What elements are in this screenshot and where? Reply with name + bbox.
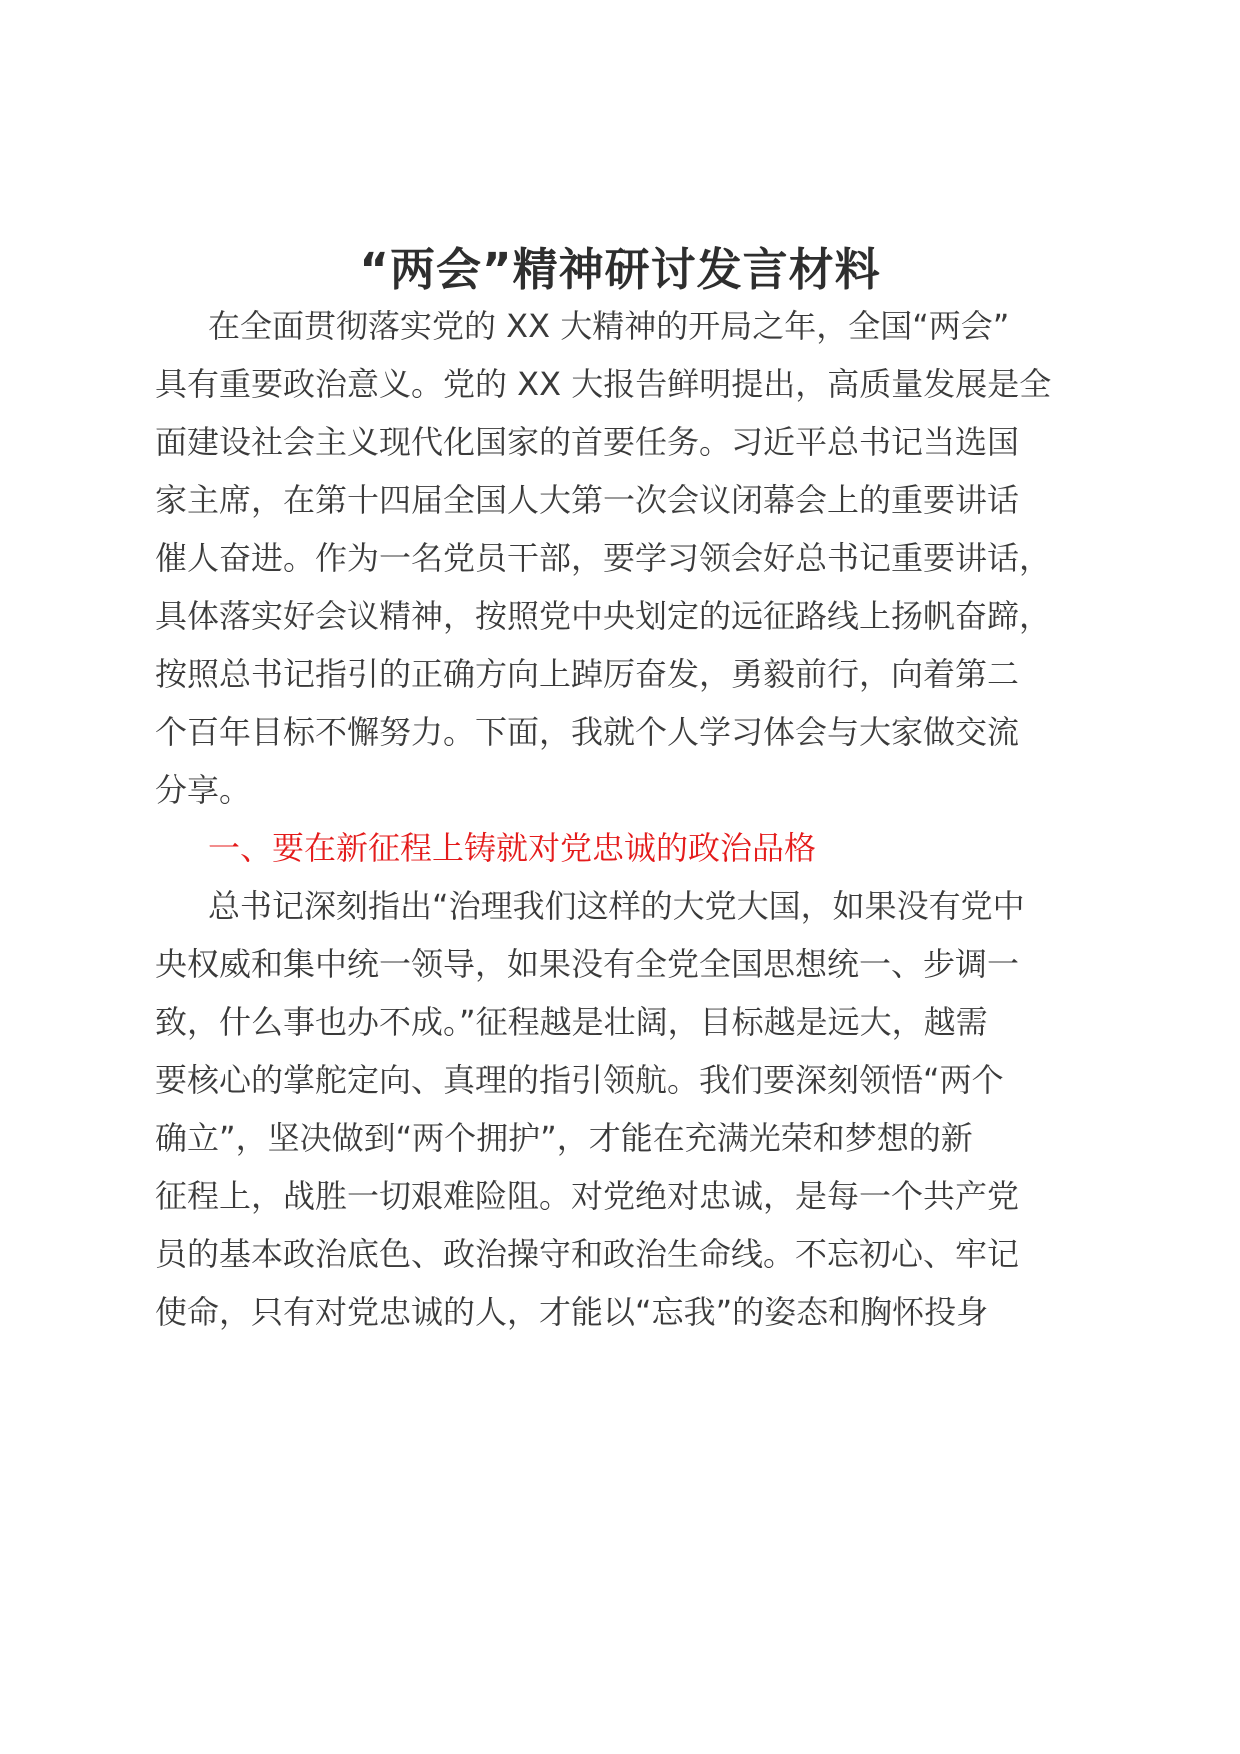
paragraph-line: 分享。 [155,771,252,809]
paragraph-line: 使命，只有对党忠诚的人，才能以“忘我”的姿态和胸怀投身 [155,1293,989,1331]
paragraph-line: 确立”，坚决做到“两个拥护”，才能在充满光荣和梦想的新 [155,1119,973,1157]
paragraph-line: 个百年目标不懈努力。下面，我就个人学习体会与大家做交流 [155,713,1020,751]
paragraph-line: 总书记深刻指出“治理我们这样的大党大国，如果没有党中 [208,887,1025,925]
paragraph-line: 在全面贯彻落实党的 XX 大精神的开局之年，全国“两会” [208,307,1010,345]
paragraph-line: 征程上，战胜一切艰难险阻。对党绝对忠诚，是每一个共产党 [155,1177,1020,1215]
paragraph-line: 具体落实好会议精神，按照党中央划定的远征路线上扬帆奋蹄， [155,597,1052,635]
paragraph-line: 具有重要政治意义。党的 XX 大报告鲜明提出，高质量发展是全 [155,365,1052,403]
paragraph-line: 按照总书记指引的正确方向上踔厉奋发，勇毅前行，向着第二 [155,655,1020,693]
paragraph-line: 致，什么事也办不成。”征程越是壮阔，目标越是远大，越需 [155,1003,988,1041]
document-title: “两会”精神研讨发言材料 [359,243,881,296]
paragraph-line: 央权威和集中统一领导，如果没有全党全国思想统一、步调一 [155,945,1020,983]
paragraph-line: 员的基本政治底色、政治操守和政治生命线。不忘初心、牢记 [155,1235,1020,1273]
paragraph-line: 面建设社会主义现代化国家的首要任务。习近平总书记当选国 [155,423,1020,461]
section-heading: 一、要在新征程上铸就对党忠诚的政治品格 [208,829,817,867]
paragraph-line: 催人奋进。作为一名党员干部，要学习领会好总书记重要讲话， [155,539,1052,577]
paragraph-line: 要核心的掌舵定向、真理的指引领航。我们要深刻领悟“两个 [155,1061,1004,1099]
paragraph-line: 家主席，在第十四届全国人大第一次会议闭幕会上的重要讲话 [155,481,1020,519]
